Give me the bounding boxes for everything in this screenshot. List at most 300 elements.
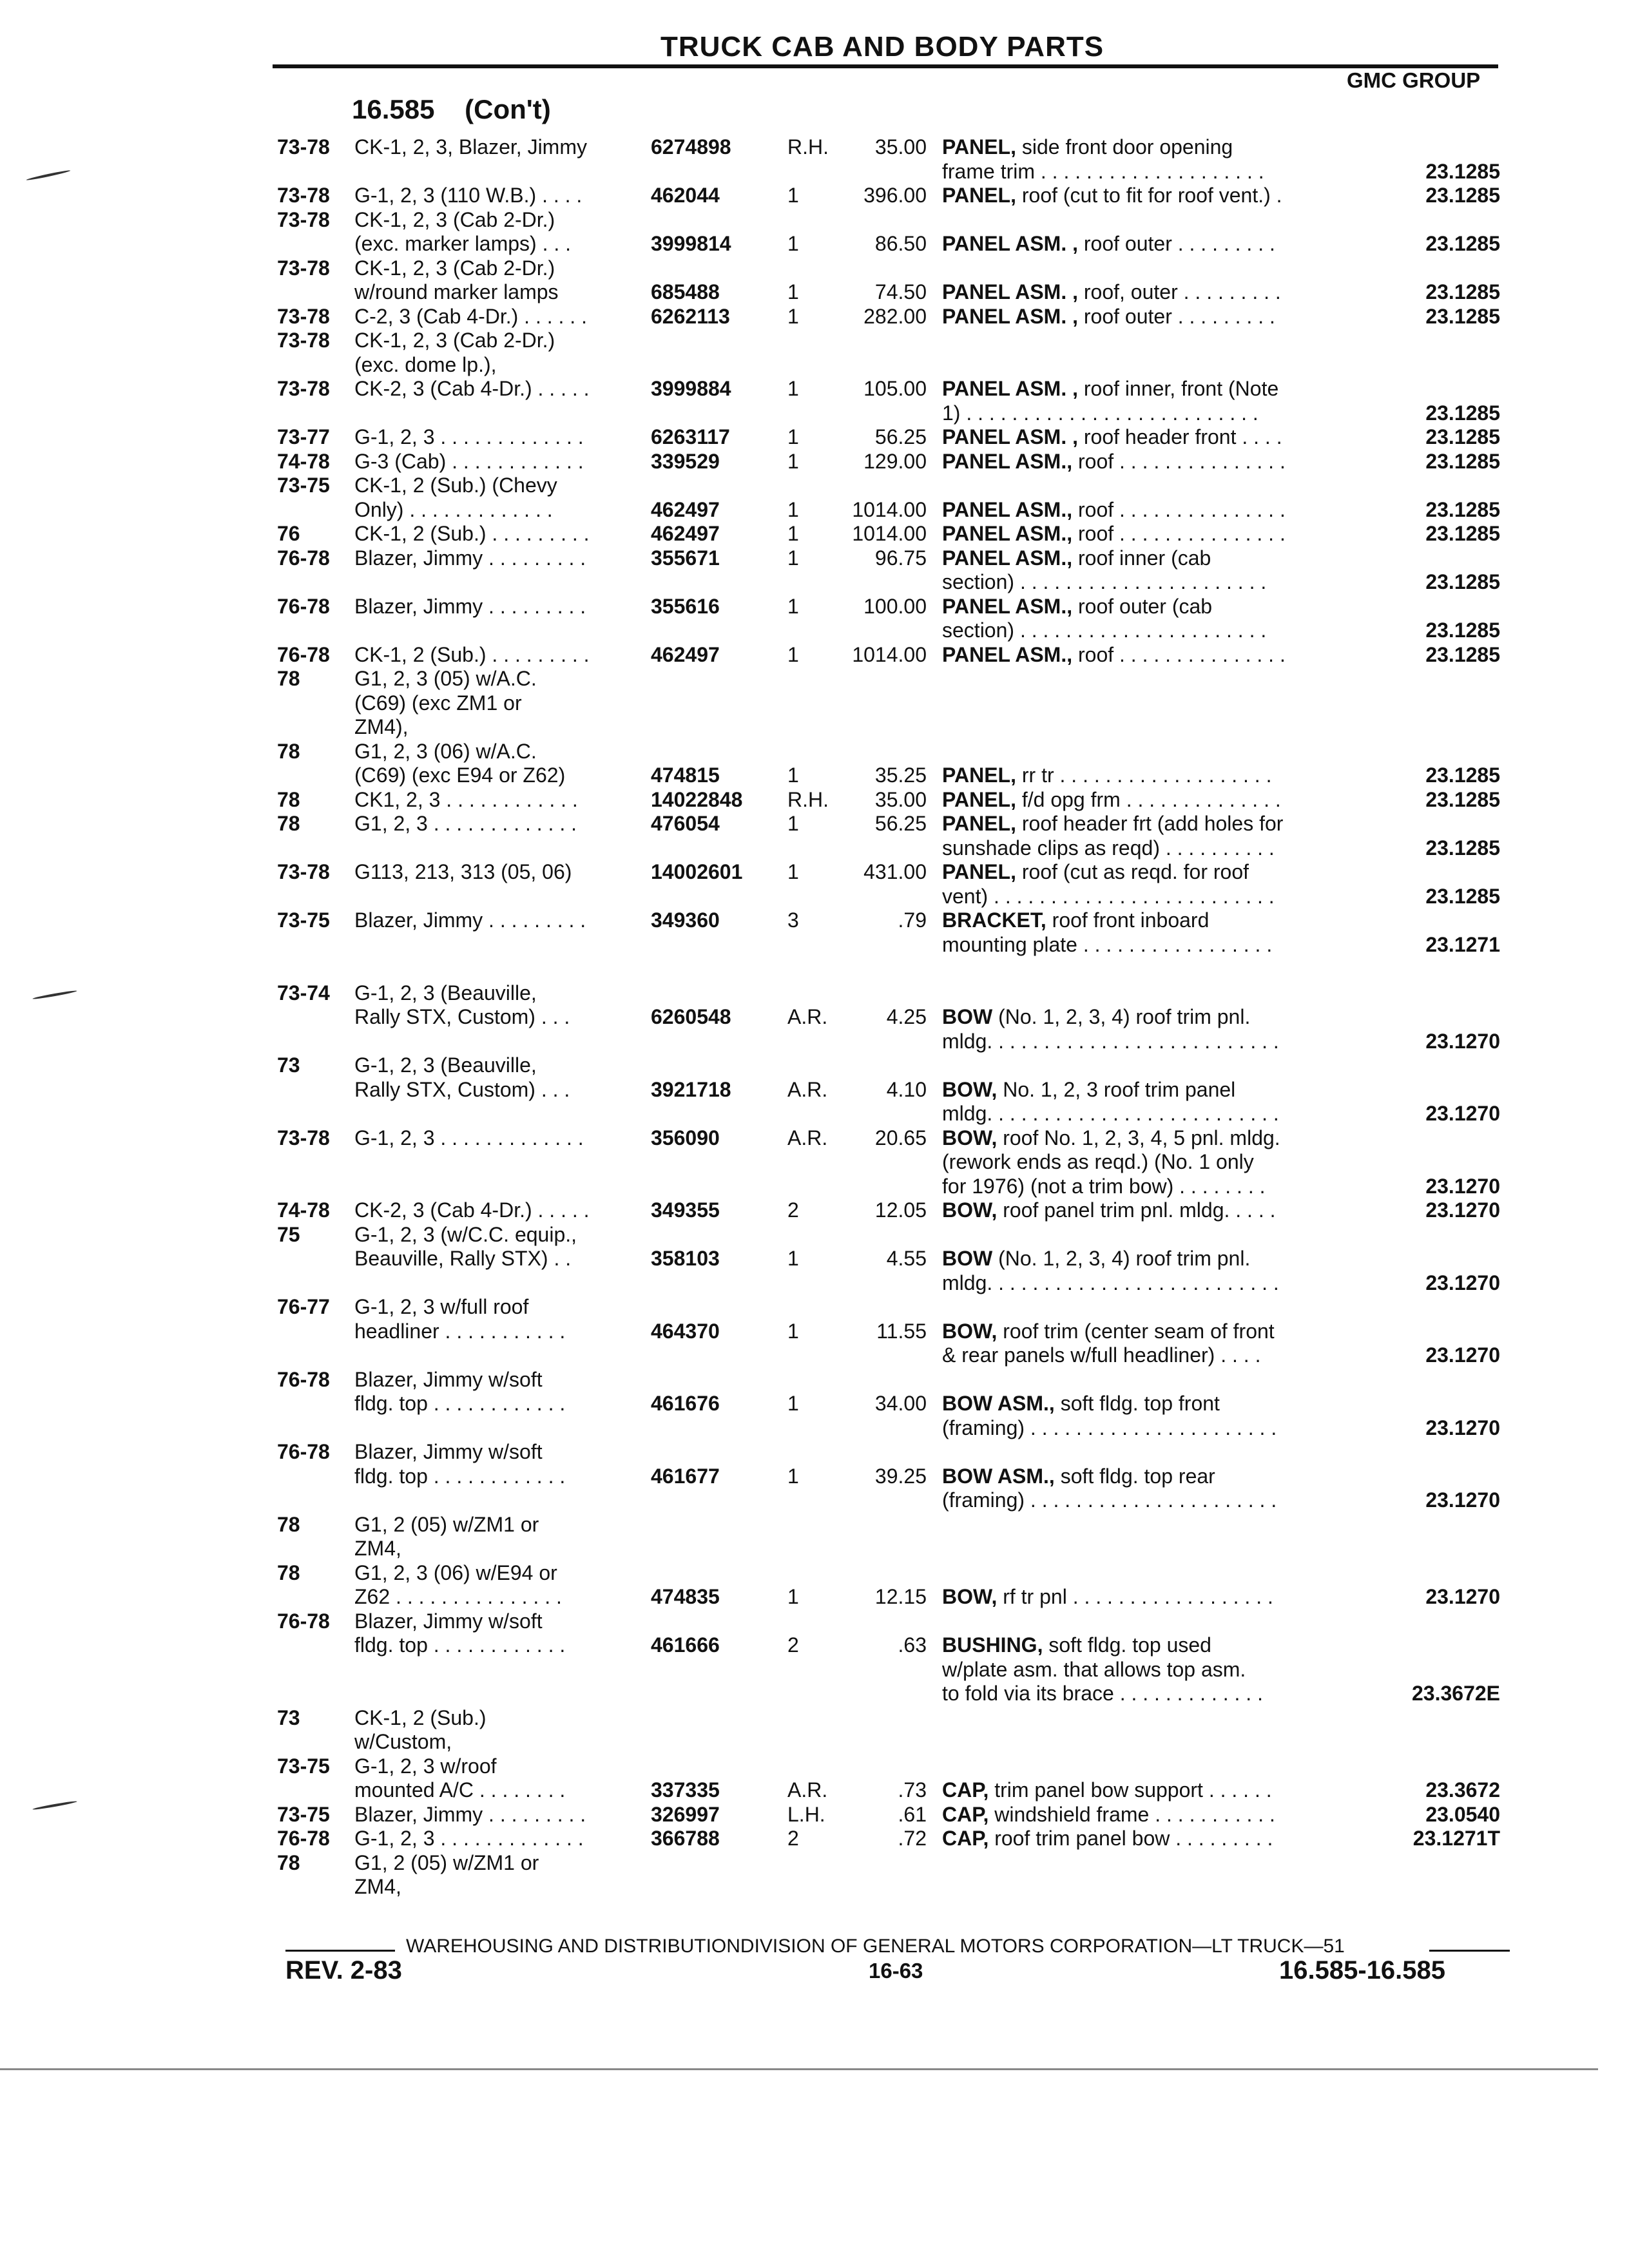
year-cell: 78 [277, 1512, 300, 1536]
quantity-cell: A.R. [787, 1005, 828, 1028]
quantity-cell: A.R. [787, 1778, 828, 1802]
year-cell: 73-78 [277, 860, 330, 883]
model-cell: w/Custom, [354, 1730, 452, 1753]
table-row [0, 836, 1629, 860]
description-cell [942, 643, 1286, 667]
table-row [0, 1754, 1629, 1778]
description-text: roof . . . . . . . . . . . . . . . [1072, 522, 1286, 545]
table-row [0, 1465, 1629, 1488]
part-number-cell: 366788 [651, 1827, 720, 1850]
model-cell: fldg. top . . . . . . . . . . . . [354, 1633, 566, 1657]
model-cell: G-1, 2, 3 . . . . . . . . . . . . . [354, 1126, 584, 1149]
model-cell: CK-1, 2 (Sub.) (Chevy [354, 474, 557, 497]
price-cell: .61 [898, 1802, 927, 1826]
year-cell: 74-78 [277, 449, 330, 473]
year-cell: 73-77 [277, 425, 330, 448]
quantity-cell: 1 [787, 642, 799, 666]
description-name: PANEL, [942, 764, 1016, 787]
quantity-cell: 2 [787, 1198, 799, 1222]
description-text: rr tr . . . . . . . . . . . . . . . . . . . [1016, 764, 1272, 787]
code-cell: 23.1285 [1425, 642, 1500, 666]
description-cell [942, 1150, 1254, 1174]
table-row [0, 1078, 1629, 1102]
code-cell: 23.1270 [1425, 1585, 1500, 1608]
description-name: PANEL ASM., [942, 642, 1073, 666]
table-row [0, 1585, 1629, 1609]
part-number-cell: 3999814 [651, 232, 731, 255]
model-cell: Rally STX, Custom) . . . [354, 1005, 570, 1028]
table-row [0, 933, 1629, 957]
description-cell [942, 1488, 1277, 1512]
year-cell: 73-78 [277, 304, 330, 328]
model-cell: headliner . . . . . . . . . . . [354, 1319, 566, 1343]
year-cell: 74-78 [277, 1198, 330, 1222]
description-text: roof (cut as reqd. for roof [1016, 860, 1249, 883]
model-cell: mounted A/C . . . . . . . . [354, 1778, 566, 1802]
page-title: TRUCK CAB AND BODY PARTS [660, 31, 1104, 62]
year-cell: 73-78 [277, 329, 330, 352]
description-name: BOW ASM., [942, 1392, 1055, 1415]
model-cell: G1, 2 (05) w/ZM1 or [354, 1850, 539, 1874]
quantity-cell: R.H. [787, 787, 829, 811]
code-cell: 23.1285 [1425, 619, 1500, 642]
table-row [0, 1488, 1629, 1512]
code-cell: 23.1285 [1425, 304, 1500, 328]
code-cell: 23.0540 [1425, 1802, 1500, 1826]
year-cell: 76-78 [277, 642, 330, 666]
price-cell: 12.15 [874, 1585, 927, 1608]
table-row [0, 1682, 1629, 1706]
description-text: roof . . . . . . . . . . . . . . . [1072, 642, 1286, 666]
quantity-cell: 1 [787, 860, 799, 883]
description-text: section) . . . . . . . . . . . . . . . . . . . . . . [942, 570, 1267, 593]
model-cell: (exc. dome lp.), [354, 352, 497, 376]
model-cell: Rally STX, Custom) . . . [354, 1077, 570, 1101]
table-row [0, 522, 1629, 546]
part-number-cell: 6263117 [651, 425, 730, 448]
description-cell [942, 788, 1281, 812]
description-name: PANEL, [942, 860, 1016, 883]
description-text: roof panel trim pnl. mldg. . . . . [997, 1198, 1276, 1222]
description-text: mldg. . . . . . . . . . . . . . . . . . . . . . . . . . [942, 1102, 1279, 1125]
description-cell [942, 232, 1275, 256]
section-heading [352, 94, 551, 125]
description-name: PANEL ASM. , [942, 377, 1078, 400]
description-name: BOW ASM., [942, 1464, 1055, 1488]
quantity-cell: 1 [787, 304, 799, 328]
code-cell: 23.1285 [1425, 159, 1500, 183]
quantity-cell: 1 [787, 1585, 799, 1608]
year-cell: 78 [277, 739, 300, 763]
description-name: PANEL, [942, 787, 1016, 811]
table-row [0, 1053, 1629, 1077]
description-cell [942, 1102, 1279, 1126]
price-cell: .72 [898, 1827, 927, 1850]
table-row [0, 1320, 1629, 1343]
table-row [0, 619, 1629, 642]
model-cell: ZM4), [354, 715, 409, 738]
year-cell: 76-78 [277, 1827, 330, 1850]
model-cell: CK-1, 2 (Sub.) [354, 1706, 487, 1729]
table-row [0, 160, 1629, 184]
year-cell: 78 [277, 1561, 300, 1584]
description-text: roof header front . . . . [1077, 425, 1282, 448]
description-text: rf tr pnl . . . . . . . . . . . . . . . . . . [997, 1585, 1273, 1608]
code-cell: 23.1270 [1425, 1029, 1500, 1053]
table-row [0, 280, 1629, 304]
description-name: CAP, [942, 1827, 989, 1850]
description-name: PANEL, [942, 135, 1016, 159]
description-cell [942, 836, 1275, 860]
price-cell: 1014.00 [852, 522, 927, 545]
part-number-cell: 6260548 [651, 1005, 731, 1028]
year-cell: 73-78 [277, 135, 330, 159]
model-cell: Only) . . . . . . . . . . . . . [354, 497, 553, 521]
quantity-cell: 1 [787, 232, 799, 255]
table-row [0, 715, 1629, 739]
code-cell: 23.1270 [1425, 1174, 1500, 1198]
description-cell [942, 135, 1233, 159]
table-row [0, 425, 1629, 449]
model-cell: CK-1, 2, 3 (Cab 2-Dr.) [354, 329, 555, 352]
table-row [0, 1610, 1629, 1633]
description-cell [942, 522, 1286, 546]
code-cell: 23.1270 [1425, 1343, 1500, 1367]
table-row [0, 474, 1629, 497]
description-cell [942, 1320, 1275, 1343]
year-cell: 73 [277, 1053, 300, 1077]
code-cell: 23.1285 [1425, 570, 1500, 593]
description-cell [942, 570, 1266, 594]
code-cell: 23.1270 [1425, 1416, 1500, 1439]
price-cell: 34.00 [874, 1392, 927, 1415]
table-row [0, 1633, 1629, 1657]
model-cell: (exc. marker lamps) . . . [354, 232, 572, 255]
code-cell: 23.3672 [1425, 1778, 1500, 1802]
description-text: roof inner (cab [1072, 546, 1211, 570]
code-cell: 23.1270 [1425, 1271, 1500, 1294]
model-cell: CK-2, 3 (Cab 4-Dr.) . . . . . [354, 1198, 590, 1222]
description-cell [942, 280, 1281, 304]
part-number-cell: 358103 [651, 1247, 720, 1270]
quantity-cell: 1 [787, 522, 799, 545]
description-text: roof (cut to fit for roof vent.) . [1016, 184, 1282, 207]
model-cell: Blazer, Jimmy . . . . . . . . . [354, 908, 586, 932]
description-cell [942, 860, 1249, 884]
price-cell: 35.00 [874, 787, 927, 811]
table-row [0, 329, 1629, 352]
year-cell: 73-75 [277, 474, 330, 497]
model-cell: G1, 2, 3 (05) w/A.C. [354, 667, 537, 690]
description-cell [942, 305, 1275, 329]
model-cell: Beauville, Rally STX) . . [354, 1247, 572, 1270]
year-cell: 76-78 [277, 594, 330, 618]
table-row [0, 1271, 1629, 1295]
part-number-cell: 462497 [651, 642, 720, 666]
description-cell [942, 1175, 1266, 1198]
model-cell: Blazer, Jimmy w/soft [354, 1367, 543, 1391]
model-cell: G-3 (Cab) . . . . . . . . . . . . [354, 449, 584, 473]
price-cell: 4.10 [886, 1077, 927, 1101]
description-name: PANEL ASM., [942, 546, 1073, 570]
description-text: roof trim panel bow . . . . . . . . . [988, 1827, 1273, 1850]
description-name: CAP, [942, 1802, 989, 1826]
description-text: (No. 1, 2, 3, 4) roof trim pnl. [992, 1247, 1251, 1270]
model-cell: G-1, 2, 3 . . . . . . . . . . . . . [354, 425, 584, 448]
table-row [0, 1513, 1629, 1537]
model-cell: G1, 2, 3 . . . . . . . . . . . . . [354, 812, 577, 835]
description-text: (No. 1, 2, 3, 4) roof trim pnl. [992, 1005, 1251, 1028]
quantity-cell: 1 [787, 449, 799, 473]
model-cell: fldg. top . . . . . . . . . . . . [354, 1464, 566, 1488]
quantity-cell: 1 [787, 184, 799, 207]
year-cell: 73-75 [277, 1754, 330, 1778]
model-cell: Blazer, Jimmy . . . . . . . . . [354, 546, 586, 570]
part-number-cell: 464370 [651, 1319, 720, 1343]
table-row [0, 1851, 1629, 1875]
price-cell: 56.25 [874, 812, 927, 835]
description-name: BOW, [942, 1319, 998, 1343]
description-name: PANEL ASM., [942, 594, 1073, 618]
part-number-cell: 3999884 [651, 377, 731, 400]
description-cell [942, 425, 1282, 449]
part-number-cell: 461676 [651, 1392, 720, 1415]
description-text: soft fldg. top rear [1054, 1464, 1215, 1488]
description-text: mounting plate . . . . . . . . . . . . . . . . . [942, 932, 1273, 956]
table-row [0, 1706, 1629, 1730]
scan-edge-line [0, 2068, 1598, 2070]
year-cell: 73 [277, 1706, 300, 1729]
quantity-cell: 3 [787, 908, 799, 932]
description-text: roof . . . . . . . . . . . . . . . [1072, 497, 1286, 521]
table-row [0, 1295, 1629, 1319]
price-cell: 39.25 [874, 1464, 927, 1488]
quantity-cell: A.R. [787, 1126, 828, 1149]
quantity-cell: 1 [787, 425, 799, 448]
model-cell: Blazer, Jimmy w/soft [354, 1440, 543, 1463]
part-number-cell: 339529 [651, 449, 720, 473]
table-row [0, 498, 1629, 522]
year-cell: 76-78 [277, 546, 330, 570]
description-name: PANEL ASM., [942, 497, 1073, 521]
part-number-cell: 355616 [651, 594, 720, 618]
model-cell: CK-1, 2, 3 (Cab 2-Dr.) [354, 207, 555, 231]
code-cell: 23.1285 [1425, 184, 1500, 207]
part-number-cell: 462497 [651, 497, 720, 521]
description-text: No. 1, 2, 3 roof trim panel [997, 1077, 1236, 1101]
year-cell: 73-74 [277, 981, 330, 1004]
quantity-cell: 1 [787, 594, 799, 618]
table-row [0, 885, 1629, 908]
model-cell: G1, 2 (05) w/ZM1 or [354, 1512, 539, 1536]
section-number: 16.585 [352, 94, 435, 124]
description-cell [942, 1392, 1220, 1416]
footer-division: WAREHOUSING AND DISTRIBUTIONDIVISION OF GENERAL MOTORS CORPORATION—LT TRUCK—51 [406, 1936, 1345, 1957]
model-cell: G-1, 2, 3 (w/C.C. equip., [354, 1222, 577, 1246]
table-row [0, 1392, 1629, 1416]
description-cell [942, 498, 1286, 522]
code-cell: 23.1285 [1425, 884, 1500, 908]
code-cell: 23.1270 [1425, 1102, 1500, 1125]
revision-label: REV. 2-83 [285, 1956, 402, 1984]
description-cell [942, 619, 1266, 642]
description-cell [942, 812, 1283, 836]
table-row [0, 981, 1629, 1005]
description-cell [942, 595, 1212, 619]
model-cell: Blazer, Jimmy w/soft [354, 1609, 543, 1633]
quantity-cell: 2 [787, 1633, 799, 1657]
table-row [0, 401, 1629, 425]
model-cell: G-1, 2, 3 w/roof [354, 1754, 497, 1778]
description-cell [942, 1585, 1273, 1609]
description-name: PANEL ASM. , [942, 425, 1078, 448]
part-number-cell: 461677 [651, 1464, 720, 1488]
table-row [0, 740, 1629, 764]
table-row [0, 1150, 1629, 1174]
part-number-cell: 349360 [651, 908, 720, 932]
description-text: soft fldg. top front [1054, 1392, 1220, 1415]
year-cell: 73-78 [277, 377, 330, 400]
description-cell [942, 1343, 1260, 1367]
part-number-cell: 6262113 [651, 304, 730, 328]
price-cell: 431.00 [863, 860, 927, 883]
table-row [0, 1561, 1629, 1585]
code-cell: 23.1285 [1425, 425, 1500, 448]
table-row [0, 1175, 1629, 1198]
group-label: GMC GROUP [1347, 68, 1481, 92]
table-row [0, 595, 1629, 619]
price-cell: 86.50 [874, 232, 927, 255]
header-rule [273, 64, 1498, 68]
quantity-cell: 1 [787, 377, 799, 400]
description-cell [942, 1005, 1250, 1029]
year-cell: 76-78 [277, 1609, 330, 1633]
description-name: PANEL ASM. , [942, 304, 1078, 328]
model-cell: G1, 2, 3 (06) w/A.C. [354, 739, 537, 763]
model-cell: G-1, 2, 3 (110 W.B.) . . . . [354, 184, 583, 207]
part-number-cell: 462044 [651, 184, 720, 207]
quantity-cell: 1 [787, 1247, 799, 1270]
description-cell [942, 1682, 1263, 1706]
code-cell: 23.1285 [1425, 764, 1500, 787]
price-cell: 11.55 [876, 1319, 927, 1343]
description-text: 1) . . . . . . . . . . . . . . . . . . . . . . . . . . [942, 401, 1258, 425]
description-name: BOW, [942, 1585, 998, 1608]
description-cell [942, 1247, 1250, 1271]
table-row [0, 1730, 1629, 1754]
model-cell: G1, 2, 3 (06) w/E94 or [354, 1561, 557, 1584]
description-name: BRACKET, [942, 908, 1046, 932]
code-cell: 23.1285 [1425, 449, 1500, 473]
quantity-cell: A.R. [787, 1077, 828, 1101]
quantity-cell: 1 [787, 1464, 799, 1488]
code-cell: 23.3672E [1411, 1682, 1500, 1705]
description-text: roof trim (center seam of front [997, 1319, 1275, 1343]
table-row [0, 135, 1629, 159]
table-row [0, 1126, 1629, 1150]
description-cell [942, 1827, 1273, 1850]
table-row [0, 570, 1629, 594]
description-name: PANEL, [942, 184, 1016, 207]
quantity-cell: 1 [787, 280, 799, 303]
part-number-cell: 14002601 [651, 860, 743, 883]
table-row [0, 1198, 1629, 1222]
description-name: BOW, [942, 1126, 998, 1149]
table-row [0, 184, 1629, 207]
description-name: PANEL ASM., [942, 449, 1073, 473]
part-number-cell: 3921718 [651, 1077, 731, 1101]
description-name: BOW [942, 1005, 993, 1028]
model-cell: w/round marker lamps [354, 280, 559, 303]
year-cell: 78 [277, 787, 300, 811]
description-cell [942, 450, 1286, 474]
price-cell: 35.25 [874, 764, 927, 787]
code-cell: 23.1285 [1425, 280, 1500, 303]
table-row [0, 1778, 1629, 1802]
year-cell: 73-75 [277, 908, 330, 932]
description-text: soft fldg. top used [1043, 1633, 1211, 1657]
description-text: mldg. . . . . . . . . . . . . . . . . . . . . . . . . . [942, 1029, 1279, 1053]
year-cell: 73-78 [277, 256, 330, 280]
price-cell: 396.00 [863, 184, 927, 207]
model-cell: ZM4, [354, 1875, 401, 1898]
description-text: to fold via its brace . . . . . . . . . . . . . [942, 1682, 1263, 1705]
section-suffix: (Con't) [465, 94, 551, 124]
description-text: sunshade clips as reqd) . . . . . . . . . . [942, 836, 1275, 860]
quantity-cell: 1 [787, 546, 799, 570]
model-cell: CK-1, 2, 3 (Cab 2-Dr.) [354, 256, 555, 280]
model-cell: G-1, 2, 3 (Beauville, [354, 1053, 537, 1077]
table-row [0, 860, 1629, 884]
table-row [0, 1247, 1629, 1271]
description-cell [942, 1198, 1276, 1222]
model-cell: G-1, 2, 3 . . . . . . . . . . . . . [354, 1827, 584, 1850]
model-cell: G113, 213, 313 (05, 06) [354, 860, 572, 883]
description-text: vent) . . . . . . . . . . . . . . . . . . . . . . . . . [942, 884, 1275, 908]
description-text: roof outer . . . . . . . . . [1077, 304, 1275, 328]
year-cell: 73-78 [277, 184, 330, 207]
table-row [0, 232, 1629, 256]
description-text: roof outer . . . . . . . . . [1077, 232, 1275, 255]
table-row [0, 1030, 1629, 1053]
description-cell [942, 401, 1258, 425]
description-text: roof inner, front (Note [1077, 377, 1279, 400]
table-row [0, 1223, 1629, 1247]
model-cell: Blazer, Jimmy . . . . . . . . . [354, 1802, 586, 1826]
description-cell [942, 1465, 1215, 1488]
description-name: PANEL, [942, 812, 1016, 835]
model-cell: CK-1, 2 (Sub.) . . . . . . . . . [354, 642, 590, 666]
quantity-cell: 1 [787, 1392, 799, 1415]
quantity-cell: L.H. [787, 1802, 825, 1826]
description-cell [942, 1030, 1279, 1053]
table-row [0, 1658, 1629, 1682]
description-text: roof header frt (add holes for [1016, 812, 1284, 835]
description-name: PANEL ASM., [942, 522, 1073, 545]
price-cell: 282.00 [863, 304, 927, 328]
price-cell: 12.05 [874, 1198, 927, 1222]
quantity-cell: 2 [787, 1827, 799, 1850]
table-row [0, 908, 1629, 932]
part-number-cell: 474835 [651, 1585, 720, 1608]
part-number-cell: 476054 [651, 812, 720, 835]
model-cell: G-1, 2, 3 (Beauville, [354, 981, 537, 1004]
year-cell: 75 [277, 1222, 300, 1246]
code-cell: 23.1285 [1425, 232, 1500, 255]
description-text: section) . . . . . . . . . . . . . . . . . . . . . . [942, 619, 1267, 642]
price-cell: 4.25 [886, 1005, 927, 1028]
year-cell: 73-75 [277, 1802, 330, 1826]
